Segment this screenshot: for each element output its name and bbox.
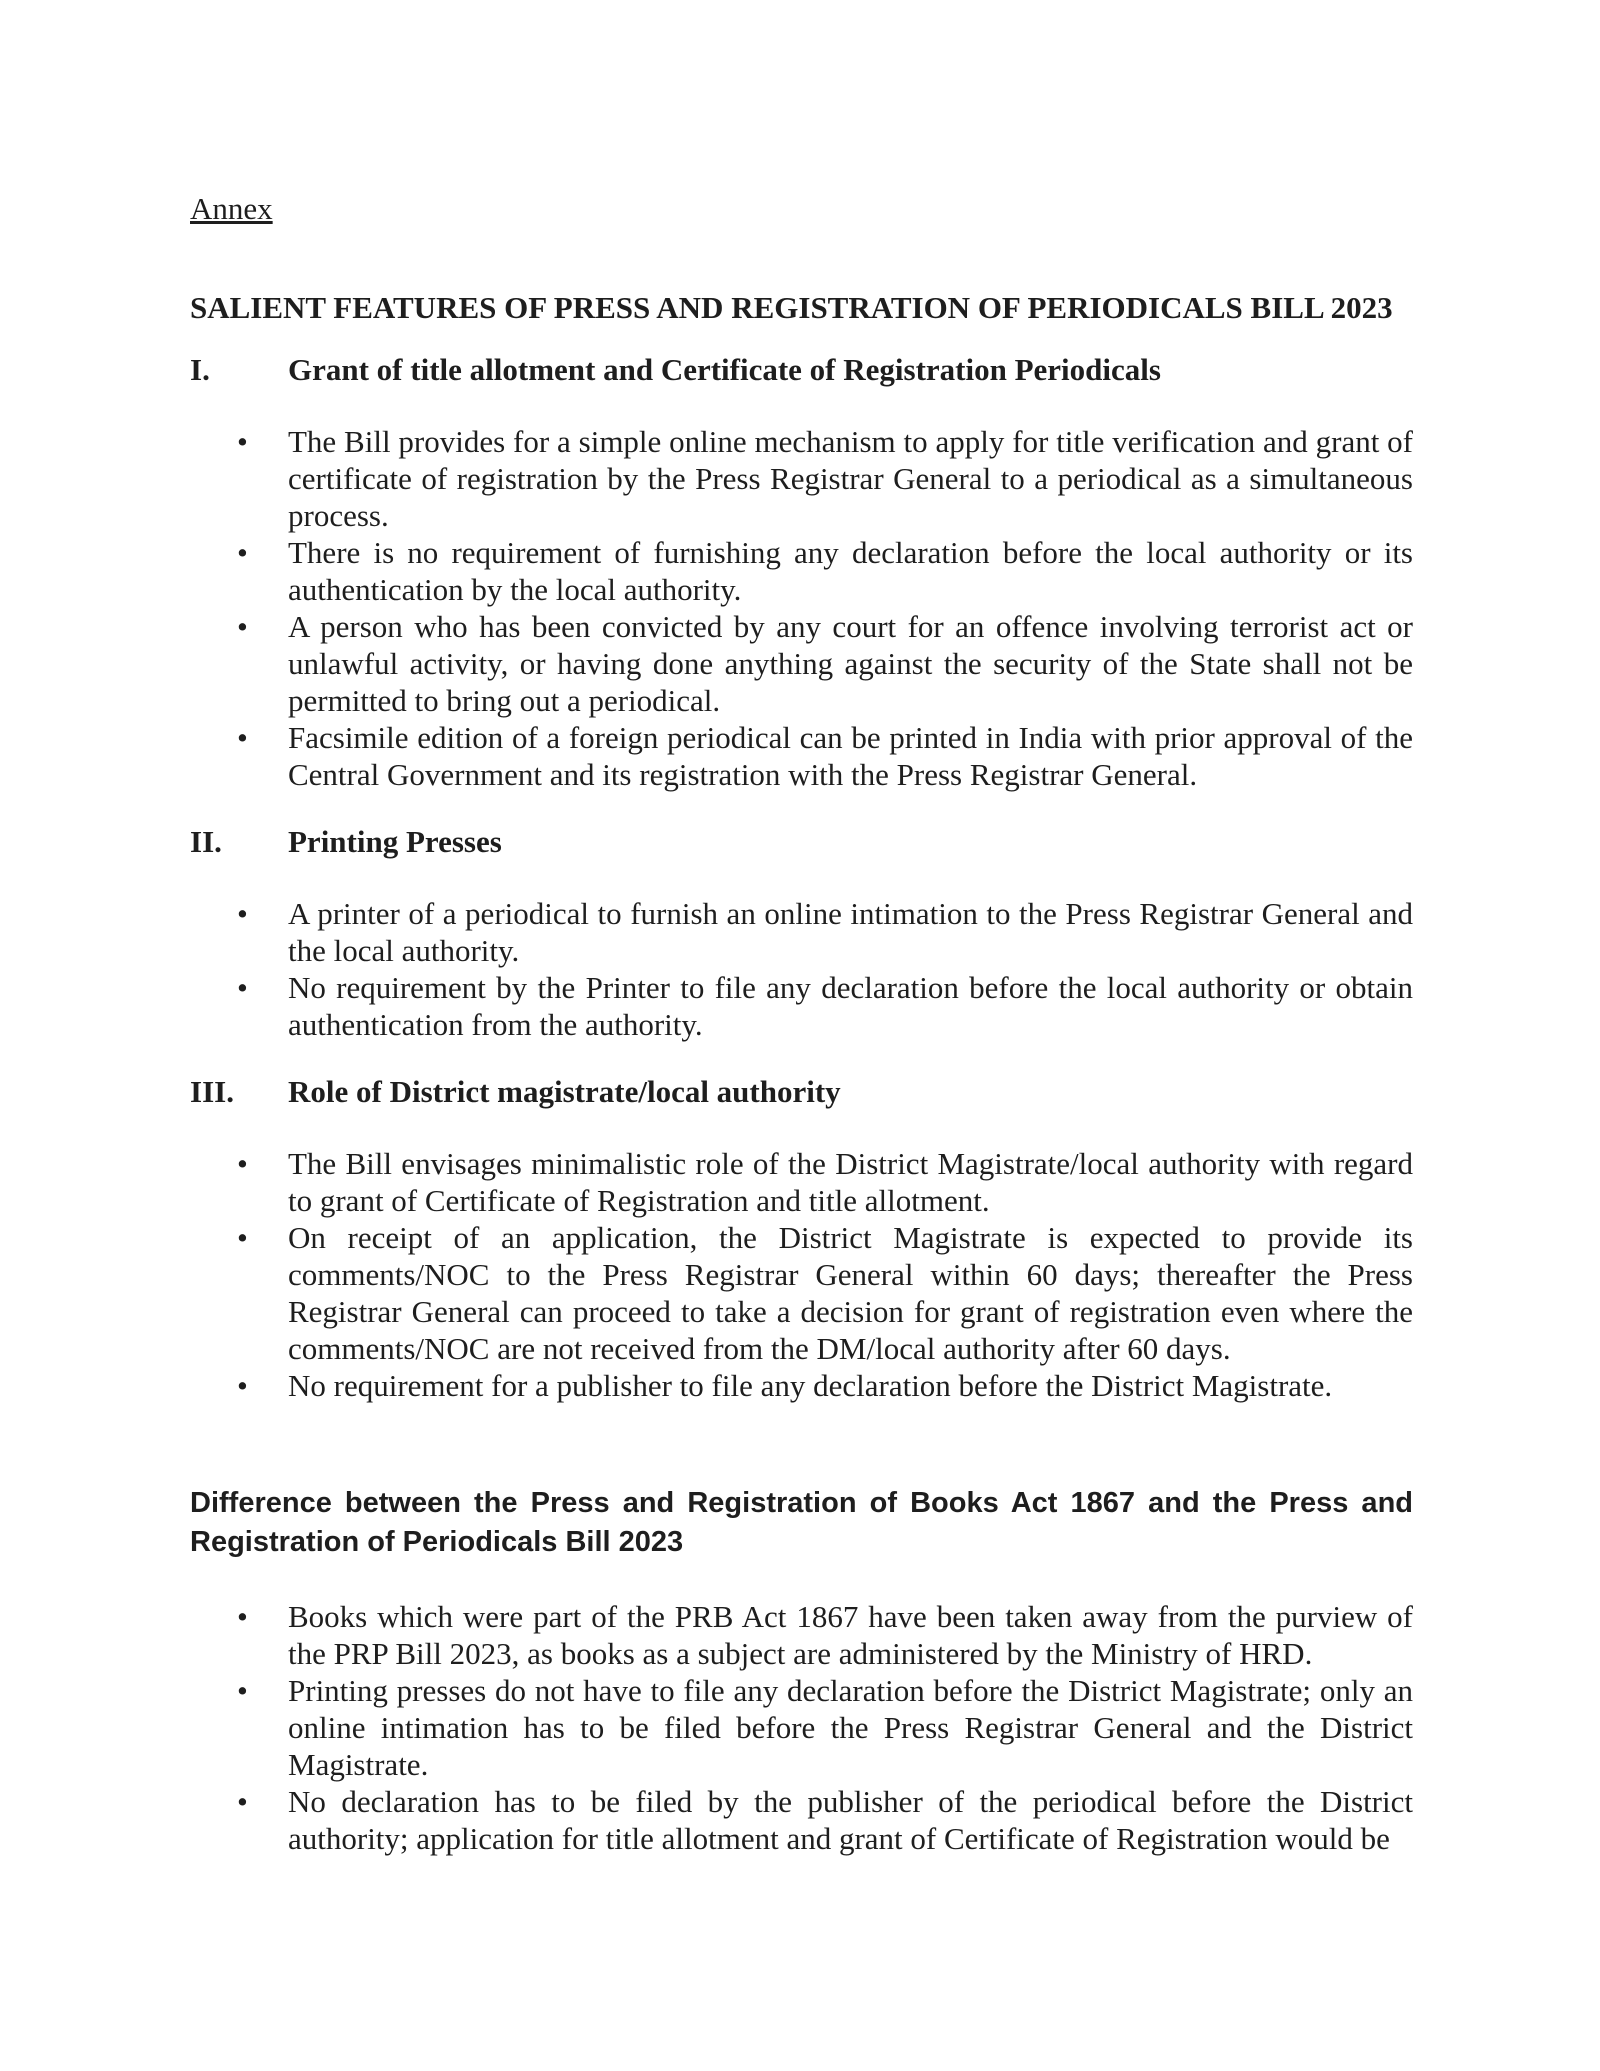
bullet-item: • The Bill provides for a simple online mechanism to apply for title verification and grant of certificate of registration by the Press Registrar General to a periodical as a simultaneous process. bbox=[288, 423, 1413, 534]
section-1-title: Grant of title allotment and Certificate of Registration Periodicals bbox=[288, 352, 1161, 387]
section-3-numeral: III. bbox=[190, 1074, 234, 1109]
section-heading-1 bbox=[190, 351, 1413, 389]
bullet-item: • The Bill envisages minimalistic role of the District Magistrate/local authority with regard to grant of Certificate of Registration and title allotment. bbox=[288, 1145, 1413, 1219]
bullet-item: • No requirement by the Printer to file any declaration before the local authority or obtain authentication from the authority. bbox=[288, 969, 1413, 1043]
annex-underlined-text: Annex bbox=[190, 191, 273, 226]
section-heading-3 bbox=[190, 1073, 1413, 1111]
bullet-item: • There is no requirement of furnishing any declaration before the local authority or its authentication by the local authority. bbox=[288, 534, 1413, 608]
section-2-bullet-list bbox=[190, 895, 1413, 1043]
section-heading-2 bbox=[190, 823, 1413, 861]
section-2-title: Printing Presses bbox=[288, 824, 502, 859]
bullet-item: • Facsimile edition of a foreign periodical can be printed in India with prior approval of the Central Government and its registration with the Press Registrar General. bbox=[288, 719, 1413, 793]
section-3-bullet-list bbox=[190, 1145, 1413, 1404]
annex-label bbox=[190, 190, 1413, 227]
bullet-item: • A printer of a periodical to furnish an online intimation to the Press Registrar General and the local authority. bbox=[288, 895, 1413, 969]
bullet-item: • Printing presses do not have to file any declaration before the District Magistrate; only an online intimation has to be filed before the Press Registrar General and the District Magistrate. bbox=[288, 1672, 1413, 1783]
difference-heading: Difference between the Press and Registration of Books Act 1867 and the Press and Registration of Periodicals Bill 2023 bbox=[190, 1487, 1413, 1558]
document-title: SALIENT FEATURES OF PRESS AND REGISTRATION OF PERIODICALS BILL 2023 bbox=[190, 290, 1393, 325]
bullet-item: • A person who has been convicted by any court for an offence involving terrorist act or unlawful activity, or having done anything against the security of the State shall not be permitted to bring out a periodical. bbox=[288, 608, 1413, 719]
bullet-item: • No requirement for a publisher to file any declaration before the District Magistrate. bbox=[288, 1367, 1413, 1404]
bullet-item: • No declaration has to be filed by the publisher of the periodical before the District authority; application for title allotment and grant of Certificate of Registration would be bbox=[288, 1783, 1413, 1857]
section-2-numeral: II. bbox=[190, 824, 222, 859]
bullet-item: • Books which were part of the PRB Act 1867 have been taken away from the purview of the PRP Bill 2023, as books as a subject are administered by the Ministry of HRD. bbox=[288, 1598, 1413, 1672]
section-1-numeral: I. bbox=[190, 352, 210, 387]
bullet-item: • On receipt of an application, the District Magistrate is expected to provide its comments/NOC to the Press Registrar General within 60 days; thereafter the Press Registrar General can proceed to take a decision for grant of registration even where the comments/NOC are not received from the DM/local authority after 60 days. bbox=[288, 1219, 1413, 1367]
difference-bullet-list bbox=[190, 1598, 1413, 1857]
section-3-title: Role of District magistrate/local authority bbox=[288, 1074, 841, 1109]
section-1-bullet-list bbox=[190, 423, 1413, 793]
